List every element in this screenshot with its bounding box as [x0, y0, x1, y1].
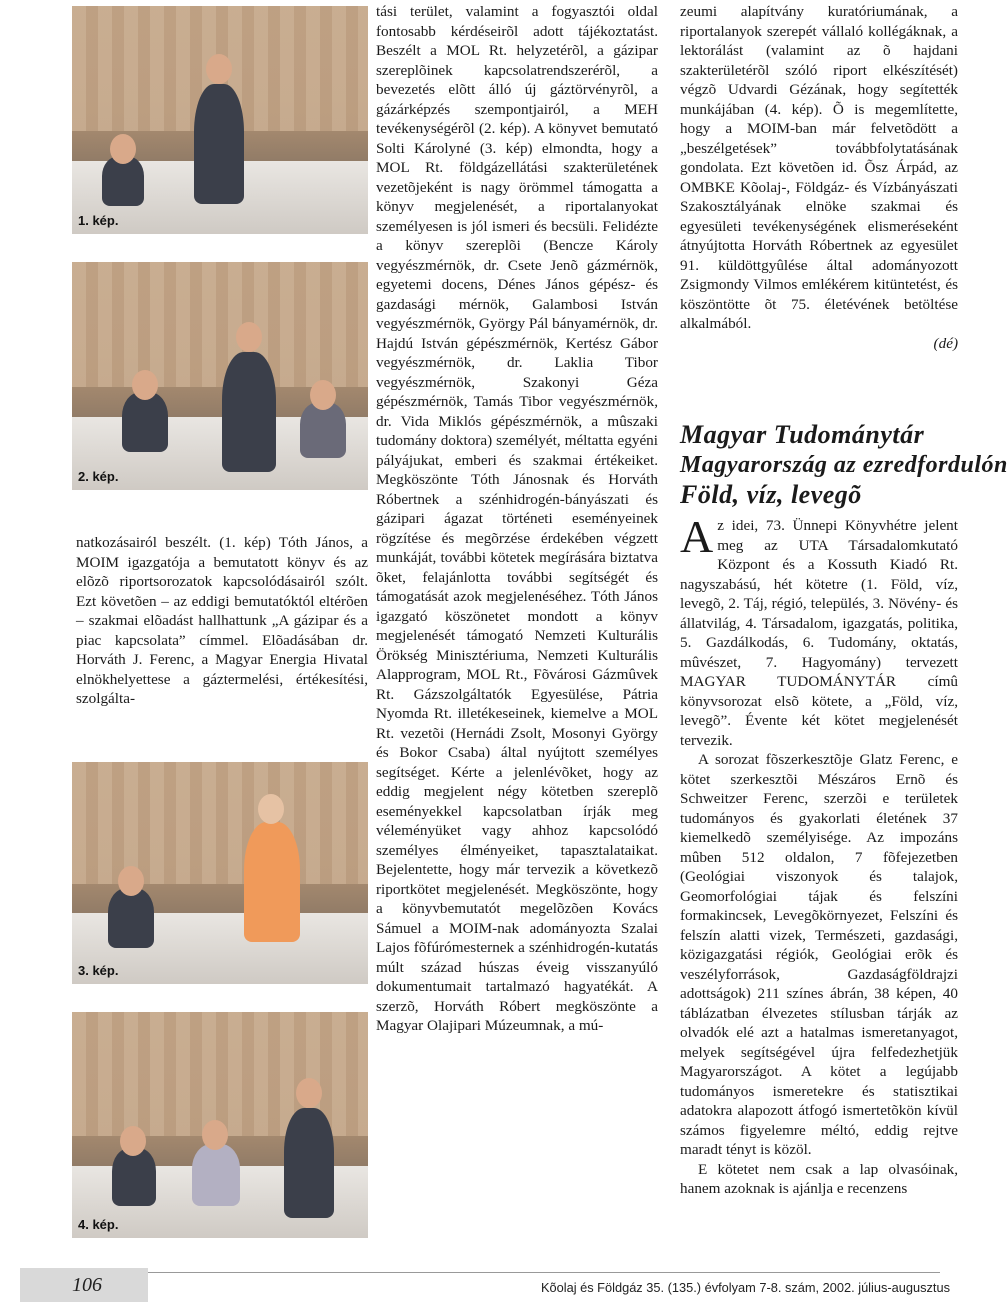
- article-volume-title: Föld, víz, levegõ: [680, 480, 862, 509]
- column-3: [680, 2, 958, 353]
- photo-3: [72, 762, 368, 984]
- article-heading: [680, 420, 1008, 510]
- article-title: Magyar Tudománytár: [680, 420, 925, 449]
- paragraph: A sorozat fõszerkesztõje Glatz Ferenc, e kötet szerkesztõi Mészáros Ernõ és Schweitzer Ferenc, szerzõi e területek tudományos és gyakorlati életének 37 kiemelkedõ személyisége. Az impozáns mûben 512 oldalon, 7 fõfejezetben (Geológiai viszonyok és talajok, Geomorfológiai tájak és felszíni formakincsek, Levegõkörnyezet, Felszíni és felszín alatti vizek, Természeti, gazdasági, közigazgatási régiók, Geológiai erõk és veszélyforrások, Gazdaságföldrajzi adottságok) 211 színes ábrán, 38 képen, 40 táblázatban élvezetes stílusban tárják az olvadók elé azt a hatalmas ismeretanyagot, melyek segítségével újra felfedezhetjük Magyarországot. A kötet a legújabb tudományos ismeretekre és statisztikai adatokra alapozott átfogó ismertetõkön kívül számos figyelemre méltó, eddig rejtve maradt tényt is közöl.: [680, 751, 958, 1158]
- article-subtitle: Magyarország az ezredfordulón: [680, 452, 1008, 478]
- footer-rule: [20, 1272, 940, 1273]
- column-1: [76, 533, 368, 709]
- paragraph: Az idei, 73. Ünnepi Könyvhétre jelent meg az UTA Társadalomkutató Központ és a Kossuth Kiadó Rt. nagyszabású, hét kötetre (1. Föld, víz, levegõ, 2. Táj, régió, település, 3. Növény- és állatvilág, 4. Társadalom, igazgatás, politika, 5. Gazdálkodás, 6. Tudomány, oktatás, mûvészet, 7. Hagyomány) tervezett MAGYAR TUDOMÁNYTÁR címû könyvsorozat elsõ kötete, a „Föld, víz, levegõ”. Évente két kötet megjelenését tervezik.: [680, 511, 958, 749]
- standing-speaker: [194, 84, 244, 204]
- paragraph: natkozásairól beszélt. (1. kép) Tóth János, a MOIM igazgatója a bemutatott könyv és az elõzõ riportsorozatok kapcsolódásairól szólt. Ezt követõen – az eddigi bemutatóktól eltérõen – szakmai elõadást hallhattunk „A gázipar és a piac kapcsolata” címmel. Elõadásában dr. Horváth J. Ferenc, a Magyar Energia Hivatal elnökhelyettese a gáztermelési, értékesítési, szolgálta-: [76, 534, 368, 707]
- paragraph: tási terület, valamint a fogyasztói oldal fontosabb kérdéseirõl adott tájékoztatást. Beszélt a MOL Rt. helyzetérõl, a gázipar szereplõinek kapcsolatrendszerérõl, a bevezetés elõtt álló új gáztörvényrõl, a gázárképzés szempontjairól, a MEH tevékenységérõl (2. kép). A könyvet bemutató Solti Károlyné (3. kép) elmondta, hogy a MOL Rt. földgázellátási szakterületének vezetõjeként is nagy örömmel támogatta a könyv megjelenését, a riportalanyokat személyesen is jól ismeri és becsüli. Felidézte a könyv szereplõi (Bencze Károly vegyészmérnök, dr. Csete Jenõ gázmérnök, egyetemi docens, Dénes János gépész- és gazdasági mérnök, Galambosi István vegyészmérnök, György Pál bányamérnök, dr. Hajdú István gépészmérnök, Kertész Gábor vegyészmérnök, dr. Laklia Tibor vegyészmérnök, Szakonyi Géza gépészmérnök, Tamás Tibor vegyészmérnök, dr. Vida Miklós gépészmérnök, a mûszaki tudomány doktora) személyét, méltatta egyéni pályájukat, emberi és szakmai értékeiket. Megköszönte Tóth Jánosnak és Horváth Róbertnek a szénhidrogén-bányászati és gázipari ágazat történeti eseményeinek rögzítése és megõrzése érdekében végzett munkáját, további kötetek megírására biztatva õket, felajánlotta további segítségét és támogatását azok megjelenéséhez. Tóth János igazgató köszönetet mondott a könyv megjelenését támogató Nemzeti Kulturális Örökség Minisztériuma, Nemzeti Kulturális Alapprogram, MOL Rt., Fõvárosi Gázmûvek Rt. Gázszolgáltatók Egyesülése, Pátria Nyomda Rt. illetékeseinek, kiemelve a MOL Rt. vezetõi (Hernádi Zsolt, Mosonyi György és Bokor Csaba) által nyújtott személyes segítséget. Kérte a jelenlévõket, hogy az eddig megjelent négy kötetben szereplõ eseményekkel kapcsolatban írják meg véleményüket vagy ahhoz kapcsolódó személyes élményeiket, tapasztalataikat. Bejelentette, hogy már tervezik a következõ riportkötet megjelenését. Megköszönte, hogy a könyvbemutatót megelõzõen Kovács Sámuel a MOIM-nak adományozta Szalai Lajos fõfúrómesternek a szénhidrogén-kutatás múlt század húszas éveig visszanyúló dokumentumait tartalmazó hagyatékát. A szerzõ, Horváth Róbert megköszönte a Magyar Olajipari Múzeumnak, a mú-: [376, 3, 658, 1034]
- photo-caption: 2. kép.: [78, 469, 119, 484]
- journal-info: Kõolaj és Földgáz 35. (135.) évfolyam 7-8. szám, 2002. július-augusztus: [540, 1280, 950, 1295]
- page-number: 106: [20, 1268, 148, 1302]
- drop-cap: A: [680, 511, 714, 562]
- signature: (dé): [933, 334, 958, 352]
- photo-1: [72, 6, 368, 234]
- column-2: [376, 2, 658, 1036]
- paragraph: zeumi alapítvány kuratóriumának, a riportalanyok szerepét vállaló kollégáknak, a lektorálást (valamint az õ hajdani szakterületérõl szóló riport elkészítését) végzõ Udvardi Gézának, hogy segítették munkájában (4. kép). Õ is megemlítette, hogy a MOIM-ban már felvetõdött a „beszélgetések” továbbfolytatásának gondolata. Ezt követõen id. Õsz Árpád, az OMBKE Kõolaj-, Földgáz- és Vízbányászati Szakosztályának elnöke szakmai és egyesületi tevékenységének elismeréseként átnyújtotta Horváth Róbertnek az egyesület 91. küldöttgyûlése által adományozott Zsigmondy Vilmos emlékérem kitüntetést, és köszöntötte õt 75. életévének betöltése alkalmából.: [680, 3, 958, 332]
- photo-2: [72, 262, 368, 490]
- photo-4: [72, 1012, 368, 1238]
- paragraph: E kötetet nem csak a lap olvasóinak, hanem azoknak is ajánlja e recenzens: [680, 1160, 958, 1197]
- photo-caption: 3. kép.: [78, 963, 119, 978]
- photo-caption: 4. kép.: [78, 1217, 119, 1232]
- photo-caption: 1. kép.: [78, 213, 119, 228]
- article-body: [680, 511, 958, 1199]
